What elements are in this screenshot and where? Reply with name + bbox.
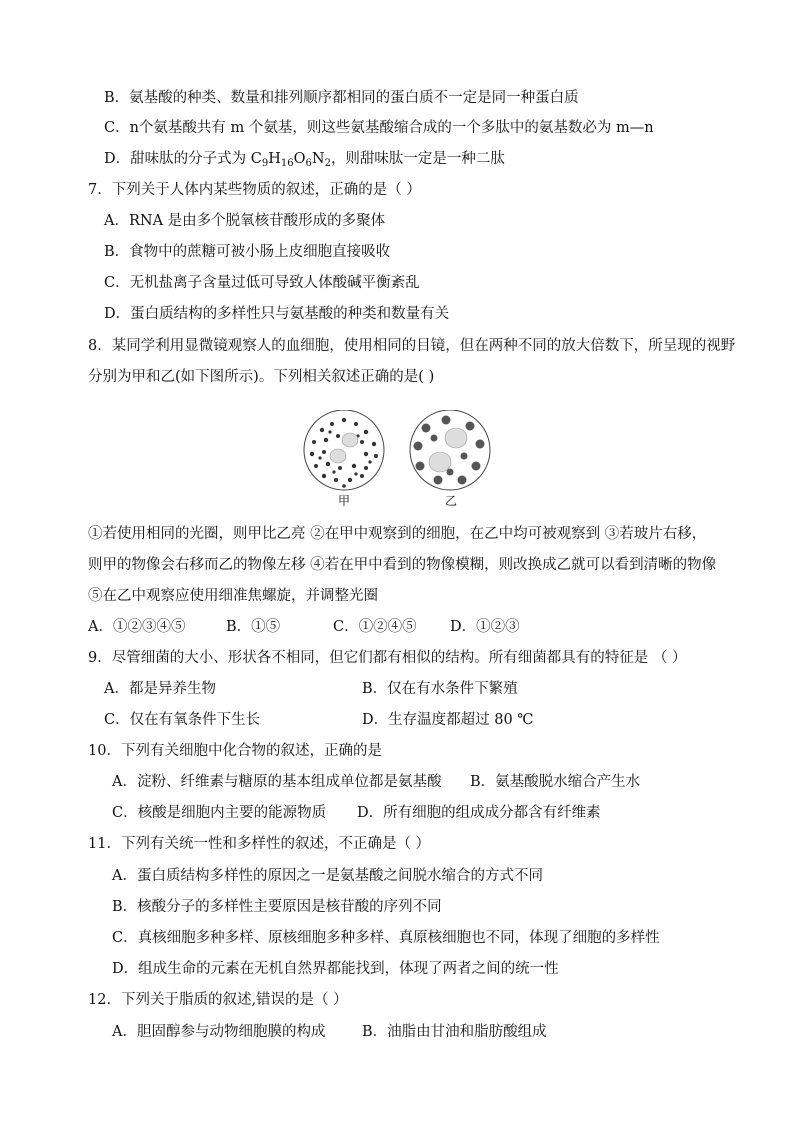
- question-8-line-2: 分别为甲和乙(如下图所示)。下列相关叙述正确的是( ): [88, 369, 435, 385]
- q9-option-d: D．生存温度都超过 80 ℃: [362, 712, 534, 728]
- q8-option-d: D．①②③: [450, 619, 520, 635]
- q11-option-b: B．核酸分子的多样性主要原因是核苷酸的序列不同: [112, 899, 442, 915]
- q12-option-b: B．油脂由甘油和脂肪酸组成: [362, 1024, 547, 1040]
- q10-option-d: D．所有细胞的组成成分都含有纤维素: [357, 805, 601, 821]
- question-12: 12．下列关于脂质的叙述,错误的是（ ）: [88, 992, 348, 1008]
- q9-option-a: A．都是异养生物: [104, 681, 216, 697]
- question-8-line-1: 8．某同学利用显微镜观察人的血细胞，使用相同的目镜，但在两种不同的放大倍数下，所呈现的视野: [88, 338, 736, 354]
- q11-option-d: D．组成生命的元素在无机自然界都能找到，体现了两者之间的统一性: [112, 961, 559, 977]
- q9-option-b: B．仅在有水条件下繁殖: [362, 681, 518, 697]
- q8-statement-2: 则甲的物像会右移而乙的物像左移 ④若在甲中看到的物像模糊，则改换成乙就可以看到清晰的物像: [88, 557, 717, 573]
- q8-statement-1: ①若使用相同的光圈，则甲比乙亮 ②在甲中观察到的细胞，在乙中均可被观察到 ③若玻片右移，: [88, 526, 707, 542]
- q10-option-a: A．淀粉、纤维素与糖原的基本组成单位都是氨基酸: [112, 774, 442, 790]
- q11-option-c: C．真核细胞多种多样、原核细胞多种多样、真原核细胞也不同，体现了细胞的多样性: [112, 930, 660, 946]
- field-jia: [304, 410, 384, 490]
- q6-option-d: D．甜味肽的分子式为 $C_9H_{16}O_6N_2$，则甜味肽一定是一种二肽: [104, 151, 505, 169]
- q9-option-c: C．仅在有氧条件下生长: [104, 712, 261, 728]
- question-11: 11．下列有关统一性和多样性的叙述，不正确是（ ）: [88, 836, 431, 852]
- q10-option-b: B．氨基酸脱水缩合产生水: [470, 774, 641, 790]
- q12-option-a: A．胆固醇参与动物细胞膜的构成: [112, 1024, 326, 1040]
- q8-option-b: B．①⑤: [226, 619, 281, 635]
- q7-option-a: A．RNA 是由多个脱氧核苷酸形成的多聚体: [104, 213, 386, 229]
- microscope-fields-svg: [300, 410, 500, 510]
- field-label-yi: 乙: [445, 494, 458, 508]
- q8-option-a: A．①②③④⑤: [88, 619, 186, 635]
- field-yi: [410, 410, 490, 490]
- field-label-jia: 甲: [338, 494, 351, 508]
- q7-option-c: C．无机盐离子含量过低可导致人体酸碱平衡紊乱: [104, 275, 420, 291]
- microscope-figure: [300, 410, 500, 510]
- question-7: 7．下列关于人体内某些物质的叙述，正确的是（ ）: [88, 182, 421, 198]
- q11-option-a: A．蛋白质结构多样性的原因之一是氨基酸之间脱水缩合的方式不同: [112, 868, 543, 884]
- q8-statement-3: ⑤在乙中观察应使用细准焦螺旋，并调整光圈: [88, 588, 378, 604]
- question-9: 9．尽管细菌的大小、形状各不相同，但它们都有相似的结构。所有细菌都具有的特征是 （ ）: [88, 650, 687, 666]
- question-10: 10．下列有关细胞中化合物的叙述，正确的是: [88, 743, 382, 759]
- q6-option-c: C．n个氨基酸共有 m 个氨基，则这些氨基酸缩合成的一个多肽中的氨基数必为 m—n: [104, 120, 654, 136]
- q6-option-b: B．氨基酸的种类、数量和排列顺序都相同的蛋白质不一定是同一种蛋白质: [104, 90, 579, 106]
- q7-option-b: B．食物中的蔗糖可被小肠上皮细胞直接吸收: [104, 244, 391, 260]
- q8-option-c: C．①②④⑤: [333, 619, 417, 635]
- q10-option-c: C．核酸是细胞内主要的能源物质: [112, 805, 327, 821]
- q7-option-d: D．蛋白质结构的多样性只与氨基酸的种类和数量有关: [104, 306, 450, 322]
